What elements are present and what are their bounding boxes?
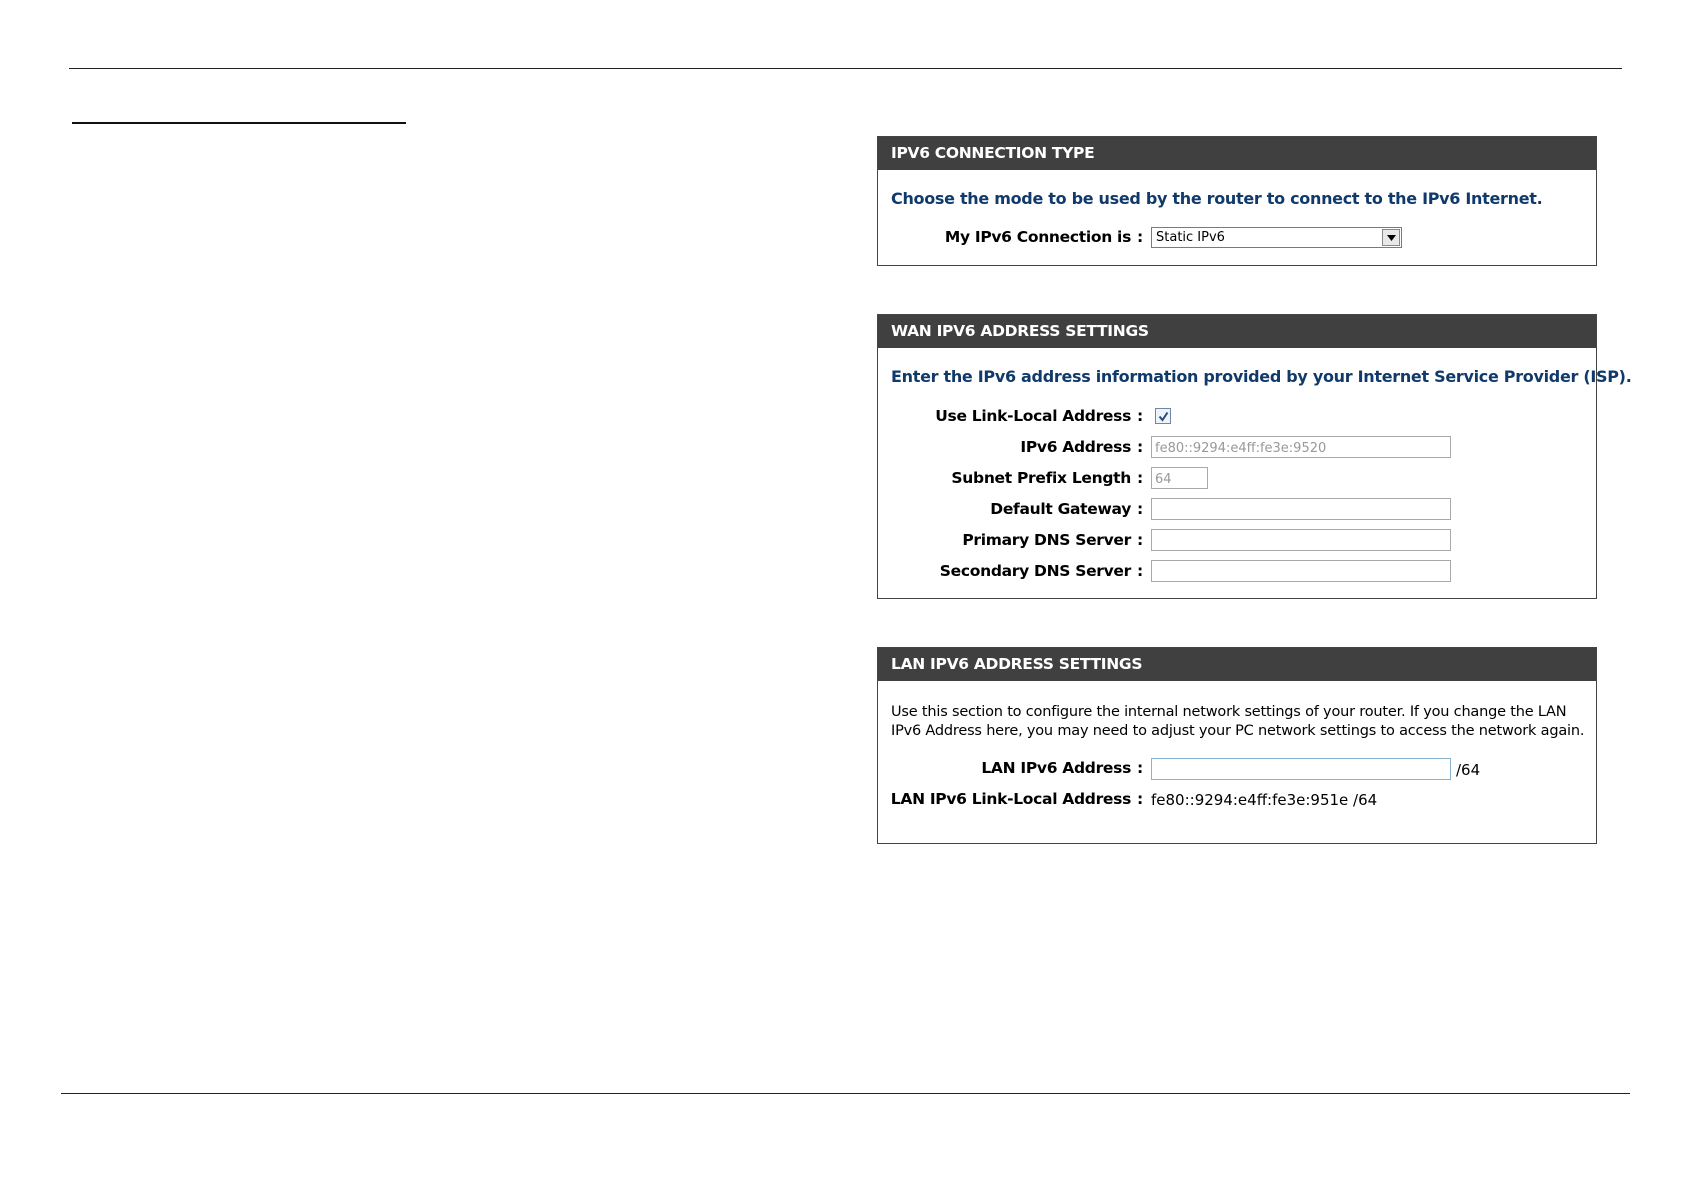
prefix-suffix: /64: [1456, 761, 1481, 779]
connection-row: [878, 226, 1598, 252]
panel-intro: Choose the mode to be used by the router to connect to the IPv6 Internet.: [891, 189, 1543, 208]
lan-link-local-row: [878, 788, 1598, 814]
description-line: IPv6 Address here, you may need to adjust your PC network settings to access the network again.: [891, 723, 1585, 739]
default-gateway-row: [878, 498, 1598, 524]
subnet-prefix-input[interactable]: [1151, 467, 1208, 489]
top-rule: [69, 68, 1622, 69]
default-gateway-label: Default Gateway: [990, 500, 1131, 518]
use-link-local-row: [878, 405, 1598, 431]
secondary-dns-input[interactable]: [1151, 560, 1451, 582]
bottom-rule: [61, 1093, 1630, 1094]
label-colon: :: [1137, 469, 1144, 487]
lan-address-label: LAN IPv6 Address: [981, 759, 1131, 777]
description-line: Use this section to configure the internal network settings of your router. If you change the LAN: [891, 704, 1567, 720]
label-colon: :: [1137, 407, 1144, 425]
lan-link-local-value: fe80::9294:e4ff:fe3e:951e /64: [1151, 791, 1378, 809]
ipv6-address-label: IPv6 Address: [1020, 438, 1131, 456]
section-title-underline: [72, 122, 406, 124]
secondary-dns-label: Secondary DNS Server: [939, 562, 1131, 580]
panel-description: [891, 703, 1591, 741]
lan-ipv6-settings-panel: [877, 647, 1597, 844]
subnet-prefix-label: Subnet Prefix Length: [951, 469, 1131, 487]
label-colon: :: [1137, 562, 1144, 580]
connection-label: My IPv6 Connection is: [944, 228, 1131, 246]
wan-ipv6-settings-panel: [877, 314, 1632, 599]
secondary-dns-row: [878, 560, 1598, 586]
select-value: Static IPv6: [1156, 230, 1225, 245]
lan-link-local-label: LAN IPv6 Link-Local Address: [890, 790, 1131, 808]
label-colon: :: [1137, 759, 1144, 777]
label-colon: :: [1137, 790, 1144, 808]
connection-type-select[interactable]: [1151, 227, 1402, 248]
label-colon: :: [1137, 500, 1144, 518]
subnet-prefix-row: [878, 467, 1598, 493]
label-colon: :: [1137, 228, 1144, 246]
chevron-down-icon[interactable]: [1382, 229, 1400, 246]
ipv6-connection-type-panel: [877, 136, 1597, 266]
panel-header: WAN IPV6 ADDRESS SETTINGS: [878, 315, 1596, 348]
lan-address-input[interactable]: [1151, 758, 1451, 780]
primary-dns-input[interactable]: [1151, 529, 1451, 551]
label-colon: :: [1137, 531, 1144, 549]
lan-address-row: [878, 757, 1598, 783]
label-colon: :: [1137, 438, 1144, 456]
primary-dns-label: Primary DNS Server: [962, 531, 1131, 549]
use-link-local-label: Use Link-Local Address: [935, 407, 1131, 425]
panel-header: LAN IPV6 ADDRESS SETTINGS: [878, 648, 1596, 681]
ipv6-address-row: [878, 436, 1598, 462]
panel-header: IPV6 CONNECTION TYPE: [878, 137, 1596, 170]
use-link-local-checkbox[interactable]: [1155, 408, 1171, 424]
ipv6-address-input[interactable]: [1151, 436, 1451, 458]
primary-dns-row: [878, 529, 1598, 555]
panel-intro: Enter the IPv6 address information provided by your Internet Service Provider (ISP).: [891, 367, 1632, 386]
default-gateway-input[interactable]: [1151, 498, 1451, 520]
check-icon: [1158, 411, 1169, 422]
